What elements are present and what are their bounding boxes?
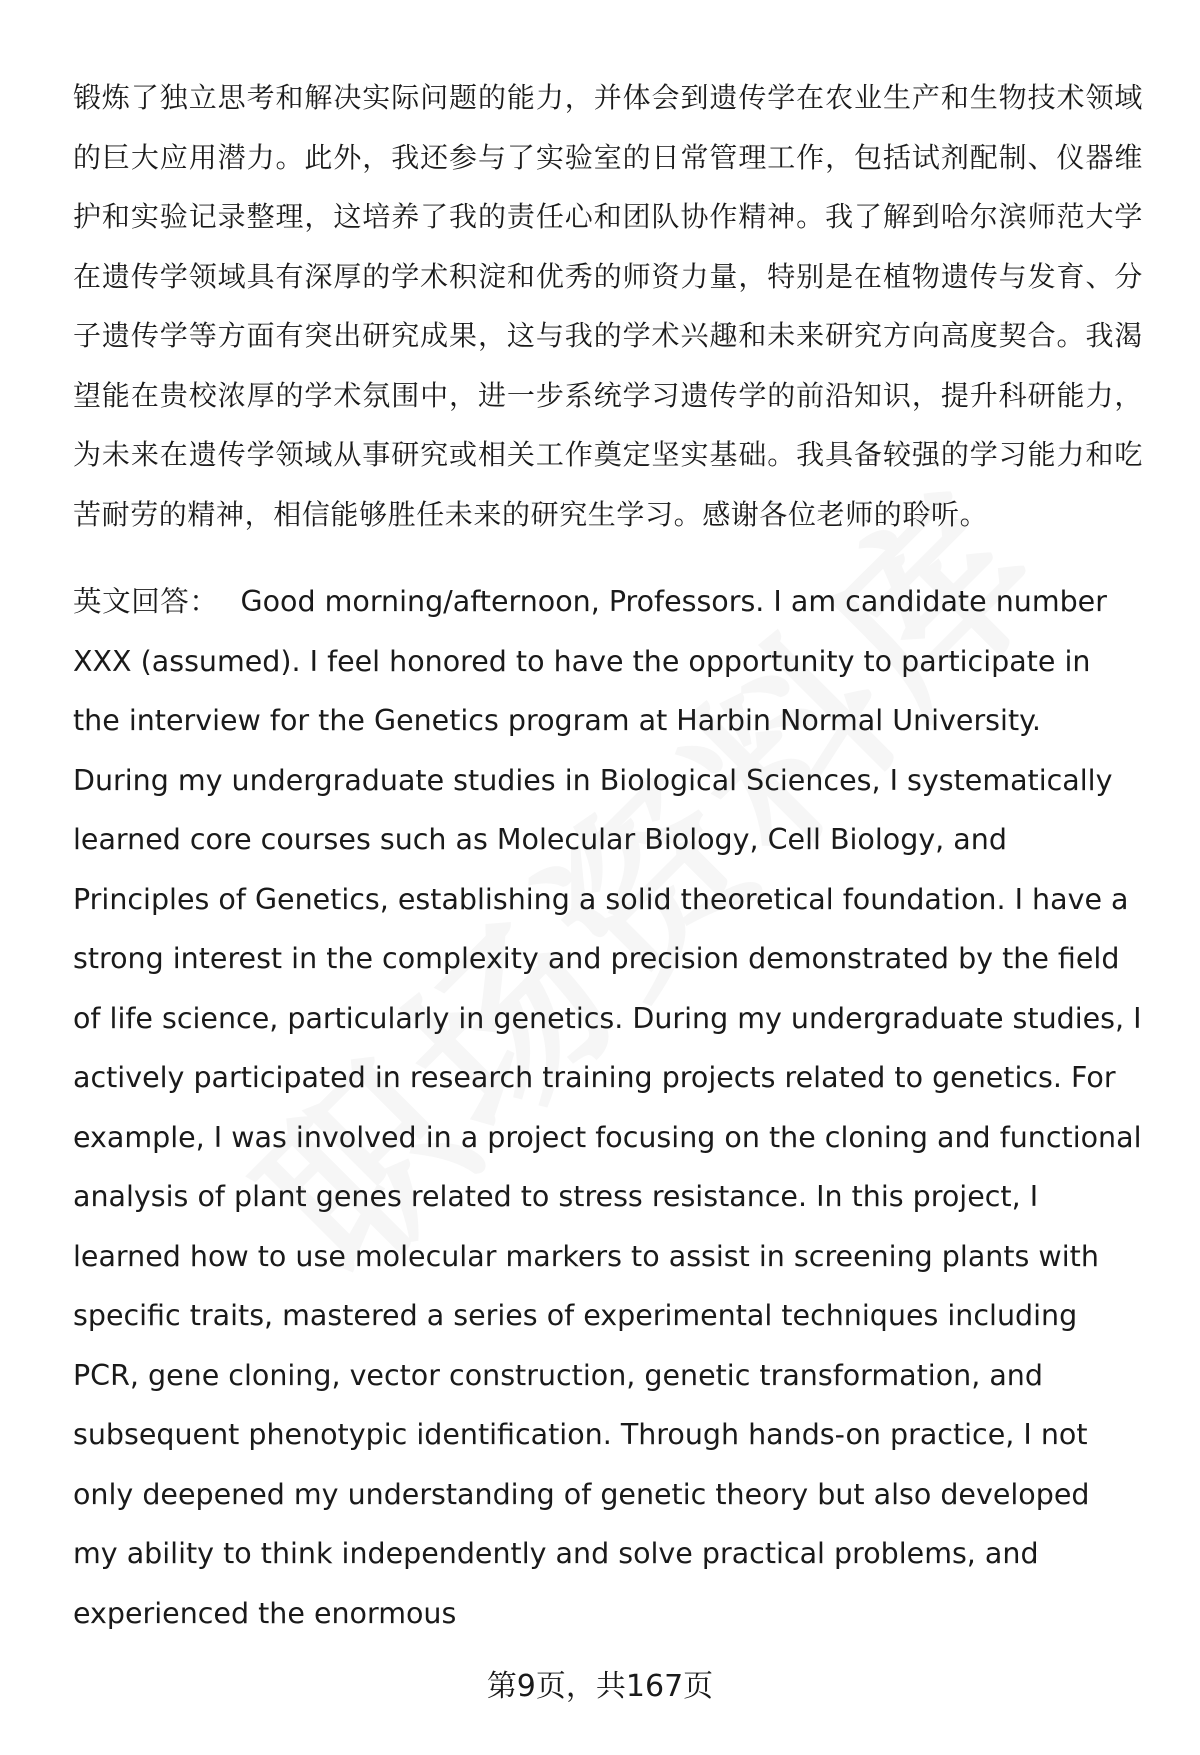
paragraph-chinese: 锻炼了独立思考和解决实际问题的能力，并体会到遗传学在农业生产和生物技术领域的巨大应用潜力。此外，我还参与了实验室的日常管理工作，包括试剂配制、仪器维护和实验记录整理，这培养了我的责任心和团队协作精神。我了解到哈尔滨师范大学在遗传学领域具有深厚的学术积淀和优秀的师资力量，特别是在植物遗传与发育、分子遗传学等方面有突出研究成果，这与我的学术兴趣和未来研究方向高度契合。我渴望能在贵校浓厚的学术氛围中，进一步系统学习遗传学的前沿知识，提升科研能力，为未来在遗传学领域从事研究或相关工作奠定坚实基础。我具备较强的学习能力和吃苦耐劳的精神，相信能够胜任未来的研究生学习。感谢各位老师的聆听。 xyxy=(73,81,1143,531)
document-body xyxy=(73,68,1143,1643)
english-answer-label: 英文回答： xyxy=(73,585,219,618)
page-number-footer: 第9页，共167页 xyxy=(486,1669,714,1704)
english-answer-text: Good morning/afternoon, Professors. I am candidate number XXX (assumed). I feel honored to have the opportunity to participate in the interview for the Genetics program at Harbin Normal University. During my undergraduate studies in Biological Sciences, I systematically learned core courses such as Molecular Biology, Cell Biology, and Principles of Genetics, establishing a solid theoretical foundation. I have a strong interest in the complexity and precision demonstrated by the field of life science, particularly in genetics. During my undergraduate studies, I actively participated in research training projects related to genetics. For example, I was involved in a project focusing on the cloning and functional analysis of plant genes related to stress resistance. In this project, I learned how to use molecular markers to assist in screening plants with specific traits, mastered a series of experimental techniques including PCR, gene cloning, vector construction, genetic transformation, and subsequent phenotypic identification. Through hands-on practice, I not only deepened my understanding of genetic theory but also developed my ability to think independently and solve practical problems, and experienced the enormous xyxy=(73,585,1142,1630)
paragraph-english xyxy=(73,572,1143,1643)
